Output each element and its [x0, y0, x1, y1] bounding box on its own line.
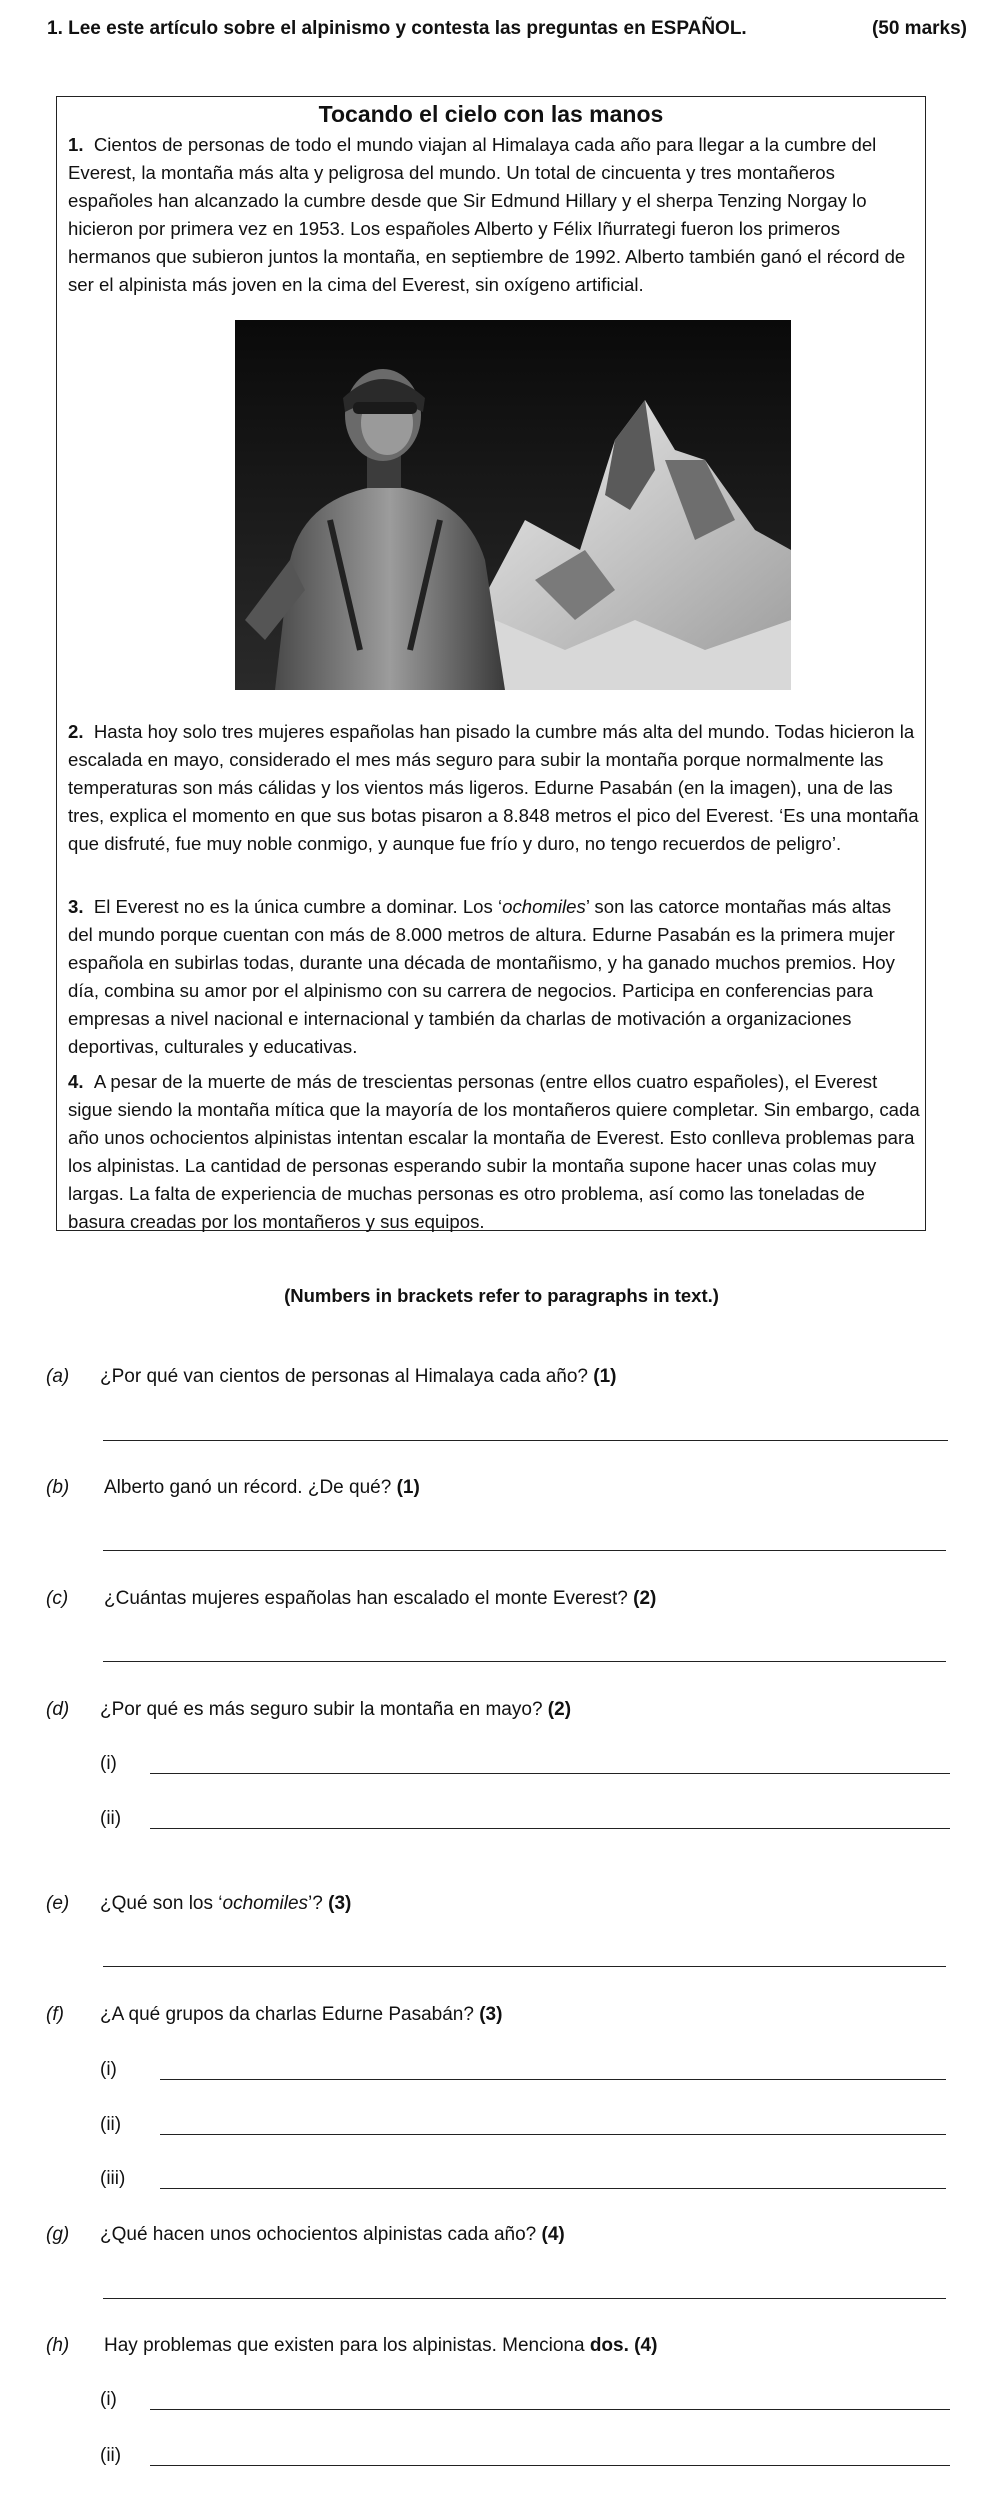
question-g-text: ¿Qué hacen unos ochocientos alpinistas cada año? (4) [100, 2224, 565, 2245]
question-c-text: ¿Cuántas mujeres españolas han escalado el monte Everest? (2) [104, 1588, 657, 1609]
article-title: Tocando el cielo con las manos [318, 101, 664, 127]
question-d-text: ¿Por qué es más seguro subir la montaña en mayo? (2) [100, 1699, 572, 1720]
ochomiles-term: ochomiles [502, 896, 586, 917]
mountaineer-photo [235, 320, 791, 690]
answer-line-d-ii[interactable] [150, 1828, 950, 1829]
paragraph-text: Cientos de personas de todo el mundo viajan al Himalaya cada año para llegar a la cumbre del Everest, la montaña más alta y peligrosa del mundo. Un total de cincuenta y tres montañeros españoles han alcanzado la cumbre desde que Sir Edmund Hillary y el sherpa Tenzing Norgay lo hicieron por primera vez en 1953. Los españoles Alberto y Félix Iñurrategi fueron los primeros hermanos que subieron juntos la montaña, en septiembre de 1992. Alberto también ganó el récord de ser el alpinista más joven en la cima del Everest, sin oxígeno artificial. [68, 134, 906, 295]
answer-line-a[interactable] [103, 1440, 948, 1441]
paragraph-note: (Numbers in brackets refer to paragraphs in text.) [284, 1285, 719, 1306]
answer-line-f-ii[interactable] [160, 2134, 946, 2135]
answer-line-h-ii[interactable] [150, 2465, 950, 2466]
answer-line-h-i[interactable] [150, 2409, 950, 2410]
question-heading: 1. Lee este artículo sobre el alpinismo y contesta las preguntas en ESPAÑOL. [47, 18, 747, 39]
answer-line-f-i[interactable] [160, 2079, 946, 2080]
paragraph-number: 4. [68, 1071, 84, 1092]
question-f-sub-iii: (iii) [100, 2168, 126, 2189]
question-h-sub-ii: (ii) [100, 2445, 122, 2466]
paragraph-number: 2. [68, 721, 84, 742]
question-d-sub-ii: (ii) [100, 1808, 122, 1829]
question-h-label: (h) [46, 2335, 70, 2356]
article-paragraph-3 [68, 893, 920, 1061]
paragraph-number: 1. [68, 134, 84, 155]
question-g-label: (g) [46, 2224, 70, 2245]
question-f-label: (f) [46, 2004, 64, 2025]
question-b-text: Alberto ganó un récord. ¿De qué? (1) [104, 1477, 420, 1498]
answer-line-c[interactable] [103, 1661, 946, 1662]
question-b-label: (b) [46, 1477, 70, 1498]
paragraph-text: A pesar de la muerte de más de trescientas personas (entre ellos cuatro españoles), el Everest sigue siendo la montaña mítica que la mayoría de los montañeros quiere completar. Sin embargo, cada año unos ochocientos alpinistas intentan escalar la montaña de Everest. Esto conlleva problemas para los alpinistas. La cantidad de personas esperando subir la montaña supone hacer unas colas muy largas. La falta de experiencia de muchas personas es otro problema, así como las toneladas de basura creadas por los montañeros y sus equipos. [68, 1071, 920, 1232]
question-h-sub-i: (i) [100, 2389, 117, 2410]
question-f-sub-ii: (ii) [100, 2114, 122, 2135]
question-a-text: ¿Por qué van cientos de personas al Himalaya cada año? (1) [100, 1366, 617, 1387]
paragraph-text: Hasta hoy solo tres mujeres españolas han pisado la cumbre más alta del mundo. Todas hicieron la escalada en mayo, considerado el mes más seguro para subir la montaña porque normalmente las temperaturas son más cálidas y los vientos más ligeros. Edurne Pasabán (en la imagen), una de las tres, explica el momento en que sus botas pisaron a 8.848 metros el pico del Everest. ‘Es una montaña que disfruté, fue muy noble conmigo, y aunque fue frío y duro, no tengo recuerdos de peligro’. [68, 721, 919, 854]
question-c-label: (c) [46, 1588, 69, 1609]
paragraph-text: El Everest no es la única cumbre a dominar. Los ‘ [93, 896, 503, 917]
question-h-text: Hay problemas que existen para los alpinistas. Menciona dos. (4) [104, 2335, 658, 2356]
answer-line-b[interactable] [103, 1550, 946, 1551]
answer-line-e[interactable] [103, 1966, 946, 1967]
question-e-label: (e) [46, 1893, 70, 1914]
article-paragraph-4 [68, 1068, 920, 1236]
question-a-label: (a) [46, 1366, 70, 1387]
total-marks: (50 marks) [871, 18, 967, 39]
question-d-label: (d) [46, 1699, 70, 1720]
paragraph-number: 3. [68, 896, 84, 917]
question-f-sub-i: (i) [100, 2059, 117, 2080]
article-paragraph-2 [68, 718, 920, 858]
question-d-sub-i: (i) [100, 1753, 117, 1774]
question-e-text: ¿Qué son los ‘ochomiles’? (3) [100, 1893, 352, 1914]
answer-line-f-iii[interactable] [160, 2188, 946, 2189]
answer-line-d-i[interactable] [150, 1773, 950, 1774]
paragraph-text-cont: ’ son las catorce montañas más altas del mundo porque cuentan con más de 8.000 metros de altura. Edurne Pasabán es la primera mujer española en subirlas todas, durante una década de montañismo, y ha ganado muchos premios. Hoy día, combina su amor por el alpinismo con su carrera de negocios. Participa en conferencias para empresas a nivel nacional e internacional y también da charlas de motivación a organizaciones deportivas, culturales y educativas. [68, 896, 895, 1057]
answer-line-g[interactable] [103, 2298, 946, 2299]
article-paragraph-1 [68, 131, 920, 299]
question-f-text: ¿A qué grupos da charlas Edurne Pasabán? (3) [100, 2004, 503, 2025]
